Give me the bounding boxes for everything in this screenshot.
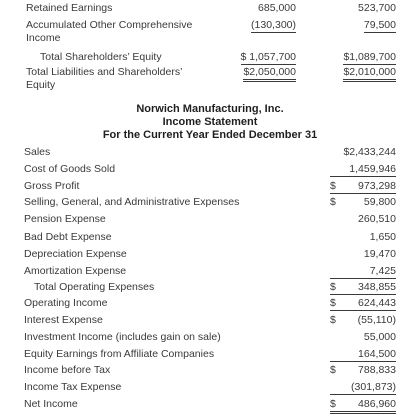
is-amount: 486,960 (358, 398, 396, 410)
is-label: Selling, General, and Administrative Expenses (24, 196, 240, 208)
is-value (330, 248, 396, 261)
is-label: Interest Expense (24, 314, 103, 326)
is-value (330, 297, 396, 311)
bs-label: Total Shareholders’ Equity (40, 51, 162, 63)
bs-label-cont: Income (26, 32, 61, 44)
is-label: Total Operating Expenses (34, 281, 155, 293)
is-label: Sales (24, 146, 51, 158)
is-currency: $ (330, 364, 336, 376)
is-amount: 1,459,946 (349, 163, 396, 175)
is-value (330, 364, 396, 377)
bs-value-col1: $2,050,000 (243, 66, 296, 82)
bs-label: Total Liabilities and Shareholders’ (26, 66, 183, 78)
bs-label: Accumulated Other Comprehensive (26, 19, 193, 31)
is-value (330, 146, 396, 159)
is-value (330, 213, 396, 226)
bs-value-col2: $2,010,000 (343, 66, 396, 82)
bs-value-col2: $1,089,700 (343, 51, 396, 63)
is-amount: 788,833 (358, 364, 396, 376)
is-value (330, 398, 396, 414)
is-value (330, 231, 396, 244)
is-label: Equity Earnings from Affiliate Companies (24, 348, 215, 360)
is-amount: (55,110) (357, 314, 396, 326)
is-label: Gross Profit (24, 180, 80, 192)
bs-value-col1: (130,300) (251, 19, 296, 31)
is-value (330, 196, 396, 209)
is-label: Net Income (24, 398, 78, 410)
is-amount: 1,650 (369, 231, 396, 243)
is-amount: 164,500 (358, 348, 396, 360)
is-currency: $ (330, 281, 336, 293)
is-value (330, 331, 396, 344)
is-value (330, 163, 396, 177)
is-label: Bad Debt Expense (24, 231, 112, 243)
is-label: Depreciation Expense (24, 248, 127, 260)
statement-period: For the Current Year Ended December 31 (102, 129, 318, 141)
is-label: Pension Expense (24, 213, 106, 225)
is-amount: (301,873) (351, 381, 396, 393)
is-amount: 624,443 (358, 297, 396, 309)
is-label: Investment Income (includes gain on sale) (24, 331, 221, 343)
is-label: Income Tax Expense (24, 381, 122, 393)
is-amount: 7,425 (369, 265, 396, 277)
is-label: Operating Income (24, 297, 108, 309)
is-value (330, 281, 396, 295)
is-amount: 59,800 (363, 196, 396, 208)
is-currency: $ (330, 398, 336, 410)
is-currency: $ (330, 196, 336, 208)
is-amount: 55,000 (363, 331, 396, 343)
is-value (330, 265, 396, 279)
bs-label: Retained Earnings (26, 2, 113, 14)
company-name: Norwich Manufacturing, Inc. (136, 103, 284, 115)
is-amount: 260,510 (358, 213, 396, 225)
is-value (330, 180, 396, 194)
statement-title: Income Statement (162, 116, 258, 128)
is-label: Income before Tax (24, 364, 111, 376)
is-amount: 348,855 (358, 281, 396, 293)
is-amount: $2,433,244 (343, 146, 396, 158)
is-currency: $ (330, 180, 336, 192)
is-label: Amortization Expense (24, 265, 127, 277)
is-value (330, 348, 396, 362)
bs-value-col1: 685,000 (258, 2, 296, 14)
is-amount: 19,470 (363, 248, 396, 260)
bs-label-cont: Equity (26, 79, 56, 91)
is-value (330, 381, 396, 395)
is-label: Cost of Goods Sold (24, 163, 116, 175)
is-currency: $ (330, 314, 336, 326)
is-value (330, 314, 396, 327)
bs-value-col1: $ 1,057,700 (240, 51, 296, 63)
bs-value-col2: 79,500 (363, 19, 396, 31)
bs-value-col2: 523,700 (358, 2, 396, 14)
is-currency: $ (330, 297, 336, 309)
is-amount: 973,298 (358, 180, 396, 192)
